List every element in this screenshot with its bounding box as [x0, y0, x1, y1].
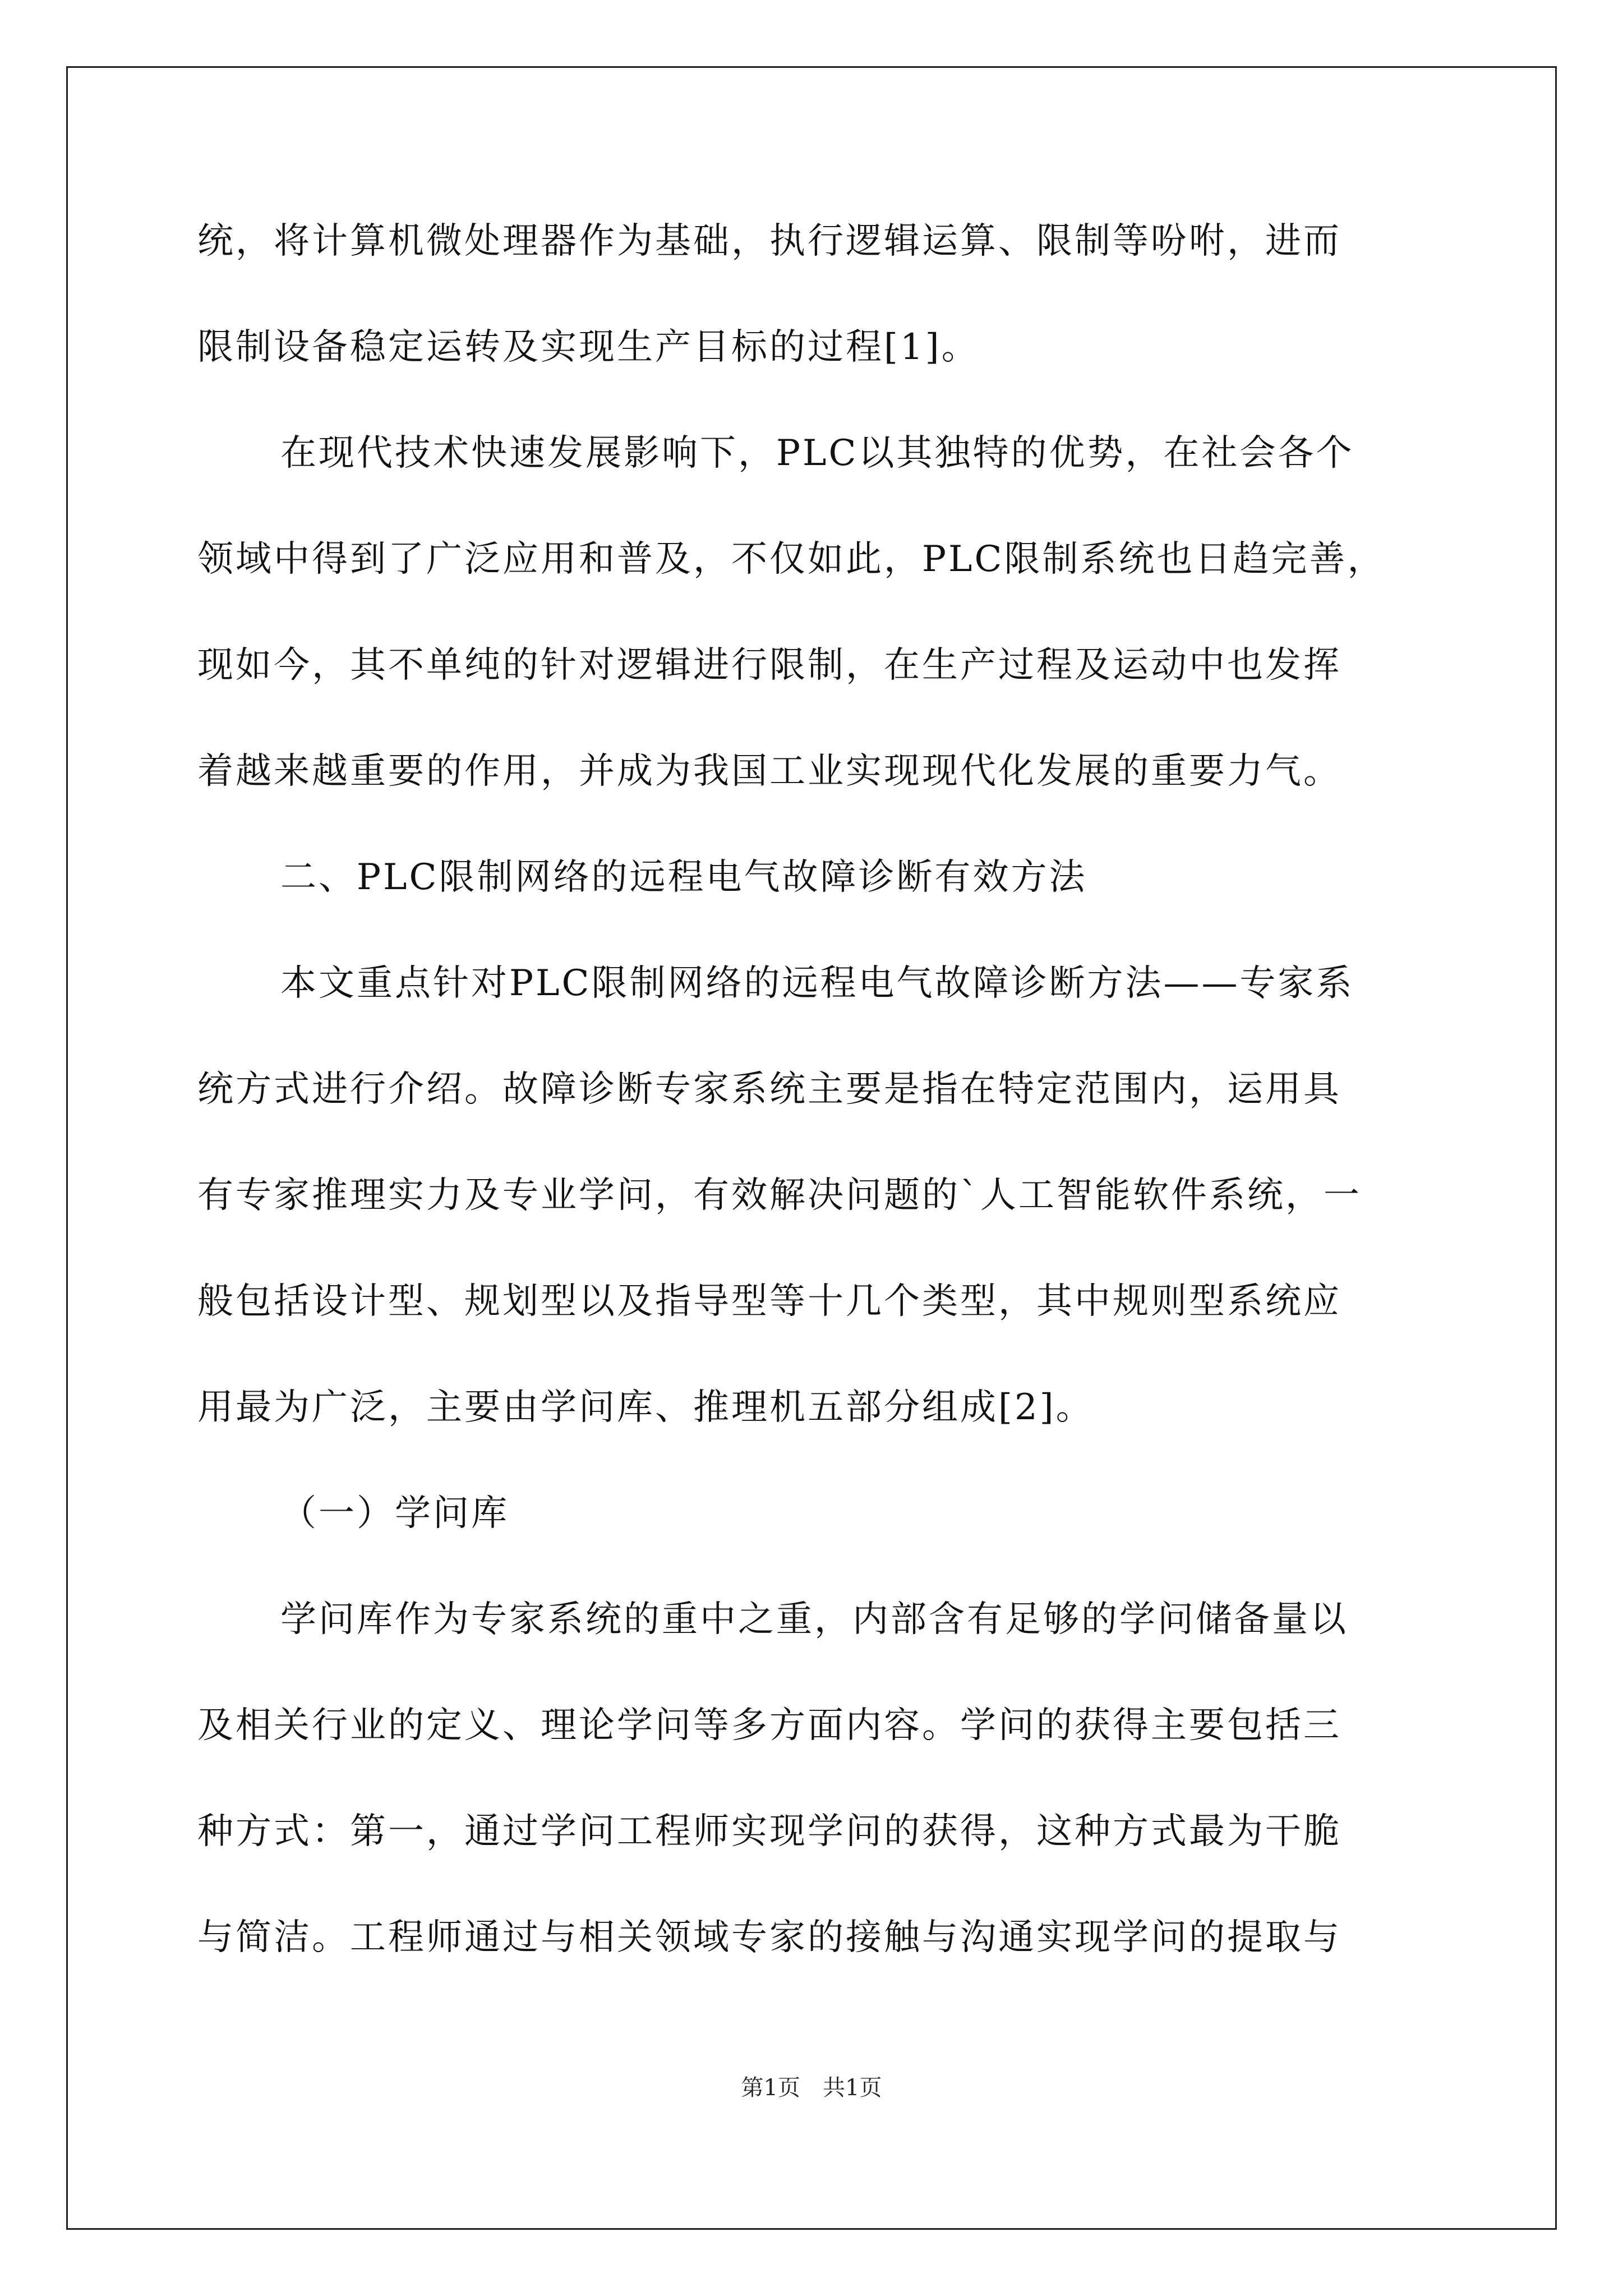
- text-line: 着越来越重要的作用，并成为我国工业实现现代化发展的重要力气。: [197, 751, 1341, 792]
- paragraph-start: 本文重点针对PLC限制网络的远程电气故障诊断方法——专家系: [280, 963, 1354, 1004]
- document-body: [197, 213, 1426, 2016]
- text-line: 领域中得到了广泛应用和普及，不仅如此，PLC限制系统也日趋完善，: [197, 539, 1386, 580]
- text-line: 与简洁。工程师通过与相关领域专家的接触与沟通实现学问的提取与: [197, 1917, 1341, 1958]
- text-line: 统方式进行介绍。故障诊断专家系统主要是指在特定范围内，运用具: [197, 1069, 1341, 1110]
- section-heading: 二、PLC限制网络的远程电气故障诊断有效方法: [280, 857, 1087, 898]
- text-line: 有专家推理实力及专业学问，有效解决问题的`人工智能软件系统，一: [197, 1175, 1362, 1216]
- paragraph-start: 学问库作为专家系统的重中之重，内部含有足够的学问储备量以: [280, 1599, 1348, 1640]
- text-line: 用最为广泛，主要由学问库、推理机五部分组成[2]。: [197, 1387, 1094, 1428]
- paragraph-start: 在现代技术快速发展影响下，PLC以其独特的优势，在社会各个: [280, 432, 1354, 474]
- text-line: 般包括设计型、规划型以及指导型等十几个类型，其中规则型系统应: [197, 1281, 1341, 1322]
- text-line: 统，将计算机微处理器作为基础，执行逻辑运算、限制等吩咐，进而: [197, 220, 1341, 262]
- page-number-footer: 第1页 共1页: [741, 2075, 882, 2101]
- text-line: 及相关行业的定义、理论学问等多方面内容。学问的获得主要包括三: [197, 1705, 1341, 1746]
- text-line: 限制设备稳定运转及实现生产目标的过程[1]。: [197, 326, 980, 368]
- text-line: 现如今，其不单纯的针对逻辑进行限制，在生产过程及运动中也发挥: [197, 645, 1341, 686]
- subsection-heading: （一）学问库: [280, 1493, 509, 1534]
- text-line: 种方式：第一，通过学问工程师实现学问的获得，这种方式最为干脆: [197, 1811, 1341, 1852]
